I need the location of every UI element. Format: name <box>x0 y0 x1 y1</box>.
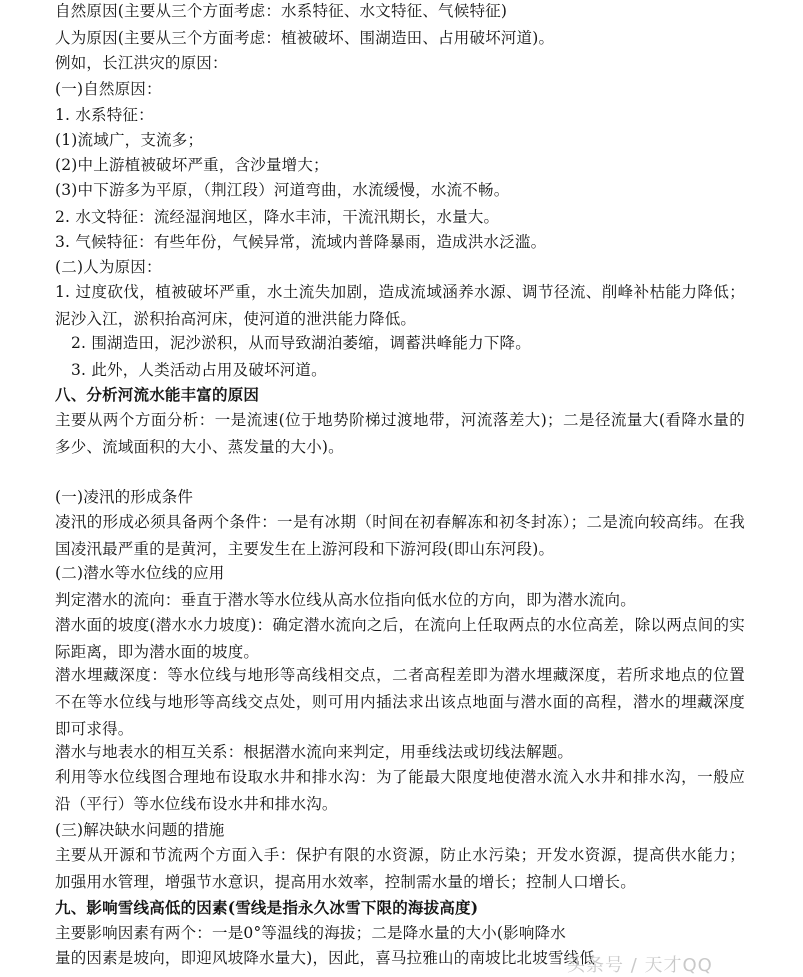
paragraph-water-shortage: 主要从开源和节流两个方面入手：保护有限的水资源，防止水污染；开发水资源，提高供水能力；加强用水管理，增强节水意识，提高用水效率，控制需水量的增长；控制人口增长。 <box>55 846 745 891</box>
watermark: 头条号 / 天才QQ <box>567 955 713 976</box>
heading-water-shortage: (三)解决缺水问题的措施 <box>55 821 225 839</box>
section-heading-natural: (一)自然原因： <box>55 80 162 98</box>
list-item-basin: (1)流域广，支流多； <box>55 131 204 149</box>
heading-ice-flood: (一)凌汛的形成条件 <box>55 488 194 506</box>
text-line-surface-water: 潜水与地表水的相互关系：根据潜水流向来判定，用垂线法或切线法解题。 <box>55 743 574 761</box>
text-line-climate: 3. 气候特征：有些年份，气候异常，流域内普降暴雨，造成洪水泛滥。 <box>55 233 547 251</box>
text-line-water-system: 1. 水系特征： <box>55 106 154 124</box>
paragraph-hydropower: 主要从两个方面分析：一是流速(位于地势阶梯过渡地带，河流落差大)；二是径流量大(看降水量的多少、流域面积的大小、蒸发量的大小)。 <box>55 411 745 456</box>
text-line-example: 例如，长江洪灾的原因： <box>55 54 228 72</box>
list-item-downstream: (3)中下游多为平原，（荆江段）河道弯曲，水流缓慢，水流不畅。 <box>55 181 510 199</box>
paragraph-deforestation: 1. 过度砍伐，植被破坏严重，水土流失加剧，造成流域涵养水源、调节径流、削峰补枯能力降低；泥沙入江，淤积抬高河床，使河道的泄洪能力降低。 <box>55 283 745 328</box>
section-heading-human: (二)人为原因： <box>55 258 162 276</box>
heading-groundwater: (二)潜水等水位线的应用 <box>55 564 225 582</box>
text-line-human-causes: 人为原因(主要从三个方面考虑：植被破坏、围湖造田、占用破坏河道)。 <box>55 29 555 47</box>
heading-section-8: 八、分析河流水能丰富的原因 <box>55 385 260 404</box>
text-line-river-occupation: 3. 此外，人类活动占用及破坏河道。 <box>71 361 327 379</box>
paragraph-wells: 利用等水位线图合理地布设取水井和排水沟：为了能最大限度地使潜水流入水井和排水沟，一般应沿（平行）等水位线布设水井和排水沟。 <box>55 768 745 813</box>
text-line-snowline-factors: 主要影响因素有两个：一是0°等温线的海拔；二是降水量的大小(影响降水 <box>55 924 566 942</box>
paragraph-burial-depth: 潜水埋藏深度：等水位线与地形等高线相交点，二者高程差即为潜水埋藏深度，若所求地点的位置不在等水位线与地形等高线交点处，则可用内插法求出该点地面与潜水面的高程，潜水的埋藏深度即可求得。 <box>55 666 745 738</box>
text-line-snowline-slope: 量的因素是坡向，即迎风坡降水量大)，因此，喜马拉雅山的南坡比北坡雪线低 <box>55 949 596 967</box>
text-line-natural-causes: 自然原因(主要从三个方面考虑：水系特征、水文特征、气候特征) <box>55 2 508 20</box>
heading-section-9: 九、影响雪线高低的因素(雪线是指永久冰雪下限的海拔高度) <box>55 898 479 917</box>
paragraph-ice-flood: 凌汛的形成必须具备两个条件：一是有冰期（时间在初春解冻和初冬封冻）；二是流向较高纬。在我国凌汛最严重的是黄河，主要发生在上游河段和下游河段(即山东河段)。 <box>55 513 745 558</box>
text-line-reclamation: 2. 围湖造田，泥沙淤积，从而导致湖泊萎缩，调蓄洪峰能力下降。 <box>71 334 531 352</box>
paragraph-slope: 潜水面的坡度(潜水水力坡度)：确定潜水流向之后，在流向上任取两点的水位高差，除以两点间的实际距离，即为潜水面的坡度。 <box>55 616 745 661</box>
list-item-upstream: (2)中上游植被破坏严重，含沙量增大； <box>55 156 329 174</box>
text-line-flow-direction: 判定潜水的流向：垂直于潜水等水位线从高水位指向低水位的方向，即为潜水流向。 <box>55 591 636 609</box>
text-line-hydrology: 2. 水文特征：流经湿润地区，降水丰沛，干流汛期长，水量大。 <box>55 208 500 226</box>
